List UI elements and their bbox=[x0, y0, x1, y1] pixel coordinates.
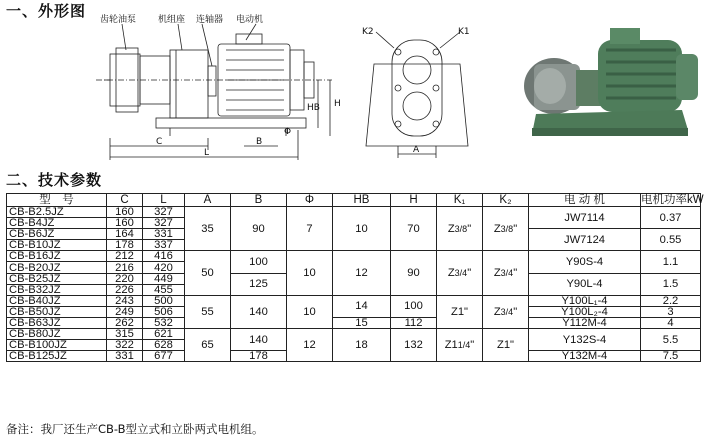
cell-hb: 14 bbox=[333, 295, 391, 317]
cell-motor: Y100L₂-4 bbox=[529, 306, 641, 317]
cell-a: 55 bbox=[185, 295, 231, 328]
cell-c: 262 bbox=[107, 317, 143, 328]
cell-k2: Z3/8" bbox=[483, 207, 529, 251]
cell-l: 677 bbox=[143, 351, 185, 362]
cell-phi: 7 bbox=[287, 207, 333, 251]
cell-c: 243 bbox=[107, 295, 143, 306]
header-hb: HB bbox=[333, 194, 391, 207]
cell-power: 0.55 bbox=[641, 229, 701, 251]
cell-b: 178 bbox=[231, 351, 287, 362]
dim-l-label: L bbox=[204, 148, 210, 158]
label-bracket: 机组座 bbox=[158, 15, 186, 25]
cell-power: 2.2 bbox=[641, 295, 701, 306]
cell-phi: 10 bbox=[287, 251, 333, 295]
label-k1: K1 bbox=[458, 27, 470, 37]
cell-motor: Y132S-4 bbox=[529, 329, 641, 351]
cell-h: 70 bbox=[391, 207, 437, 251]
cell-l: 420 bbox=[143, 262, 185, 273]
cell-l: 449 bbox=[143, 273, 185, 284]
outline-front-view-drawing bbox=[358, 24, 476, 164]
cell-h: 112 bbox=[391, 317, 437, 328]
cell-c: 178 bbox=[107, 240, 143, 251]
cell-c: 322 bbox=[107, 340, 143, 351]
cell-motor: Y132M-4 bbox=[529, 351, 641, 362]
cell-motor: Y112M-4 bbox=[529, 317, 641, 328]
cell-c: 212 bbox=[107, 251, 143, 262]
cell-power: 0.37 bbox=[641, 207, 701, 229]
dim-a-label: A bbox=[413, 145, 420, 155]
cell-k1: Z1" bbox=[437, 295, 483, 328]
cell-c: 216 bbox=[107, 262, 143, 273]
cell-b: 125 bbox=[231, 273, 287, 295]
table-row bbox=[7, 251, 701, 262]
cell-motor: Y90S-4 bbox=[529, 251, 641, 273]
cell-k1: Z11/4" bbox=[437, 329, 483, 362]
cell-model: CB-B100JZ bbox=[7, 340, 107, 351]
table-row bbox=[7, 295, 701, 306]
dim-b-label: B bbox=[256, 137, 263, 147]
cell-hb: 12 bbox=[333, 251, 391, 295]
table-row bbox=[7, 207, 701, 218]
footnote: 备注：我厂还生产CB-B型立式和立卧两式电机组。 bbox=[6, 422, 264, 436]
cell-model: CB-B80JZ bbox=[7, 329, 107, 340]
cell-model: CB-B40JZ bbox=[7, 295, 107, 306]
header-phi: Φ bbox=[287, 194, 333, 207]
cell-b: 140 bbox=[231, 329, 287, 351]
cell-model: CB-B10JZ bbox=[7, 240, 107, 251]
header-h: H bbox=[391, 194, 437, 207]
header-model: 型 号 bbox=[7, 194, 107, 207]
cell-motor: Y90L-4 bbox=[529, 273, 641, 295]
cell-l: 416 bbox=[143, 251, 185, 262]
cell-c: 220 bbox=[107, 273, 143, 284]
cell-l: 337 bbox=[143, 240, 185, 251]
cell-k2: Z3/4" bbox=[483, 295, 529, 328]
cell-l: 506 bbox=[143, 306, 185, 317]
cell-hb: 15 bbox=[333, 317, 391, 328]
cell-l: 621 bbox=[143, 329, 185, 340]
dim-h-label: H bbox=[334, 99, 341, 109]
cell-k2: Z3/4" bbox=[483, 251, 529, 295]
cell-h: 100 bbox=[391, 295, 437, 317]
cell-c: 160 bbox=[107, 207, 143, 218]
cell-model: CB-B63JZ bbox=[7, 317, 107, 328]
cell-c: 249 bbox=[107, 306, 143, 317]
cell-c: 160 bbox=[107, 218, 143, 229]
table-row bbox=[7, 329, 701, 340]
cell-model: CB-B25JZ bbox=[7, 273, 107, 284]
spec-title: 二、技术参数 bbox=[6, 171, 103, 189]
cell-model: CB-B4JZ bbox=[7, 218, 107, 229]
cell-c: 164 bbox=[107, 229, 143, 240]
spec-table bbox=[6, 193, 704, 363]
cell-k1: Z3/8" bbox=[437, 207, 483, 251]
label-k2: K2 bbox=[362, 27, 374, 37]
cell-k2: Z1" bbox=[483, 329, 529, 362]
cell-l: 327 bbox=[143, 218, 185, 229]
cell-k1: Z3/4" bbox=[437, 251, 483, 295]
cell-l: 628 bbox=[143, 340, 185, 351]
dim-phi-label: Φ bbox=[284, 127, 292, 137]
cell-hb: 10 bbox=[333, 207, 391, 251]
dim-c-label: C bbox=[156, 137, 163, 147]
cell-b: 90 bbox=[231, 207, 287, 251]
cell-l: 455 bbox=[143, 284, 185, 295]
cell-c: 331 bbox=[107, 351, 143, 362]
cell-c: 226 bbox=[107, 284, 143, 295]
cell-model: CB-B32JZ bbox=[7, 284, 107, 295]
cell-power: 3 bbox=[641, 306, 701, 317]
cell-model: CB-B125JZ bbox=[7, 351, 107, 362]
table-row bbox=[7, 317, 701, 328]
outline-side-view-drawing bbox=[96, 10, 348, 162]
label-gear-pump: 齿轮油泵 bbox=[100, 15, 137, 25]
header-k1: K₁ bbox=[437, 194, 483, 207]
product-photo bbox=[506, 20, 704, 142]
cell-l: 500 bbox=[143, 295, 185, 306]
cell-phi: 12 bbox=[287, 329, 333, 362]
cell-l: 331 bbox=[143, 229, 185, 240]
cell-h: 132 bbox=[391, 329, 437, 362]
cell-a: 50 bbox=[185, 251, 231, 295]
header-l: L bbox=[143, 194, 185, 207]
cell-power: 4 bbox=[641, 317, 701, 328]
header-motor: 电 动 机 bbox=[529, 194, 641, 207]
header-k2: K₂ bbox=[483, 194, 529, 207]
cell-a: 65 bbox=[185, 329, 231, 362]
cell-power: 7.5 bbox=[641, 351, 701, 362]
cell-model: CB-B2.5JZ bbox=[7, 207, 107, 218]
cell-phi: 10 bbox=[287, 295, 333, 328]
cell-l: 532 bbox=[143, 317, 185, 328]
header-power: 电机功率kW bbox=[641, 194, 704, 206]
cell-b: 140 bbox=[231, 295, 287, 328]
cell-power: 1.5 bbox=[641, 273, 701, 295]
cell-l: 327 bbox=[143, 207, 185, 218]
table-header-row bbox=[7, 194, 701, 207]
cell-motor: JW7124 bbox=[529, 229, 641, 251]
header-c: C bbox=[107, 194, 143, 207]
cell-power: 1.1 bbox=[641, 251, 701, 273]
header-a: A bbox=[185, 194, 231, 207]
dim-hb-label: HB bbox=[307, 103, 320, 113]
cell-motor: Y100L₁-4 bbox=[529, 295, 641, 306]
cell-h: 90 bbox=[391, 251, 437, 295]
label-coupling: 连轴器 bbox=[196, 15, 224, 25]
cell-a: 35 bbox=[185, 207, 231, 251]
cell-power: 5.5 bbox=[641, 329, 701, 351]
header-b: B bbox=[231, 194, 287, 207]
outline-title: 一、外形图 bbox=[6, 2, 87, 20]
cell-model: CB-B50JZ bbox=[7, 306, 107, 317]
cell-model: CB-B6JZ bbox=[7, 229, 107, 240]
cell-b: 100 bbox=[231, 251, 287, 273]
label-motor: 电动机 bbox=[236, 15, 264, 25]
cell-motor: JW7114 bbox=[529, 207, 641, 229]
cell-model: CB-B16JZ bbox=[7, 251, 107, 262]
cell-model: CB-B20JZ bbox=[7, 262, 107, 273]
cell-hb: 18 bbox=[333, 329, 391, 362]
cell-c: 315 bbox=[107, 329, 143, 340]
